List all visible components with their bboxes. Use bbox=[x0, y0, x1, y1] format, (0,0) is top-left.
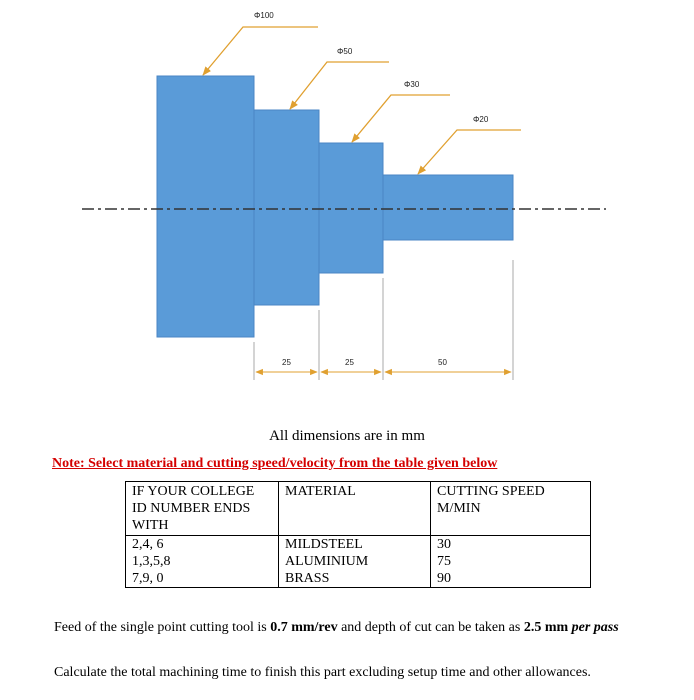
dia-label-50: Φ50 bbox=[337, 47, 353, 56]
cell-material: MILDSTEEL bbox=[279, 536, 431, 554]
feed-depth-paragraph bbox=[54, 619, 659, 637]
dia-label-100: Φ100 bbox=[254, 11, 274, 20]
dia-label-20: Φ20 bbox=[473, 115, 489, 124]
feed-text-b: and depth of cut can be taken as bbox=[337, 620, 524, 635]
cell-speed: 30 bbox=[431, 536, 591, 554]
dim-label-50: 50 bbox=[438, 358, 447, 367]
cell-id: 7,9, 0 bbox=[126, 570, 279, 588]
step-dia-30 bbox=[319, 143, 383, 273]
cell-speed: 75 bbox=[431, 553, 591, 570]
header-cutting-speed: CUTTING SPEED M/MIN bbox=[431, 482, 591, 536]
table-row bbox=[126, 553, 591, 570]
cell-material: BRASS bbox=[279, 570, 431, 588]
dim-label-25b: 25 bbox=[345, 358, 354, 367]
leader-dia-20 bbox=[418, 130, 521, 174]
cell-speed: 90 bbox=[431, 570, 591, 588]
leader-dia-30 bbox=[352, 95, 450, 142]
dimensions-caption: All dimensions are in mm bbox=[269, 428, 425, 444]
leader-dia-100 bbox=[203, 27, 318, 75]
feed-value: 0.7 mm/rev bbox=[270, 620, 338, 635]
table-header-row bbox=[126, 482, 591, 536]
step-dia-100 bbox=[157, 76, 254, 337]
cell-material: ALUMINIUM bbox=[279, 553, 431, 570]
header-id-number: IF YOUR COLLEGE ID NUMBER ENDS WITH bbox=[126, 482, 279, 536]
material-table bbox=[125, 481, 591, 588]
table-row bbox=[126, 570, 591, 588]
cell-id: 2,4, 6 bbox=[126, 536, 279, 554]
leader-dia-50 bbox=[290, 62, 389, 109]
step-dia-20 bbox=[383, 175, 513, 240]
dim-label-25a: 25 bbox=[282, 358, 291, 367]
table-row bbox=[126, 536, 591, 554]
header-material: MATERIAL bbox=[279, 482, 431, 536]
material-note: Note: Select material and cutting speed/velocity from the table given below bbox=[52, 456, 498, 471]
dia-label-30: Φ30 bbox=[404, 80, 420, 89]
step-dia-50 bbox=[254, 110, 319, 305]
task-paragraph: Calculate the total machining time to finish this part excluding setup time and other allowances. bbox=[54, 665, 591, 680]
depth-value: 2.5 mm bbox=[523, 620, 569, 635]
feed-text-a: Feed of the single point cutting tool is bbox=[54, 620, 271, 635]
cell-id: 1,3,5,8 bbox=[126, 553, 279, 570]
per-pass-text: per pass bbox=[571, 620, 619, 635]
